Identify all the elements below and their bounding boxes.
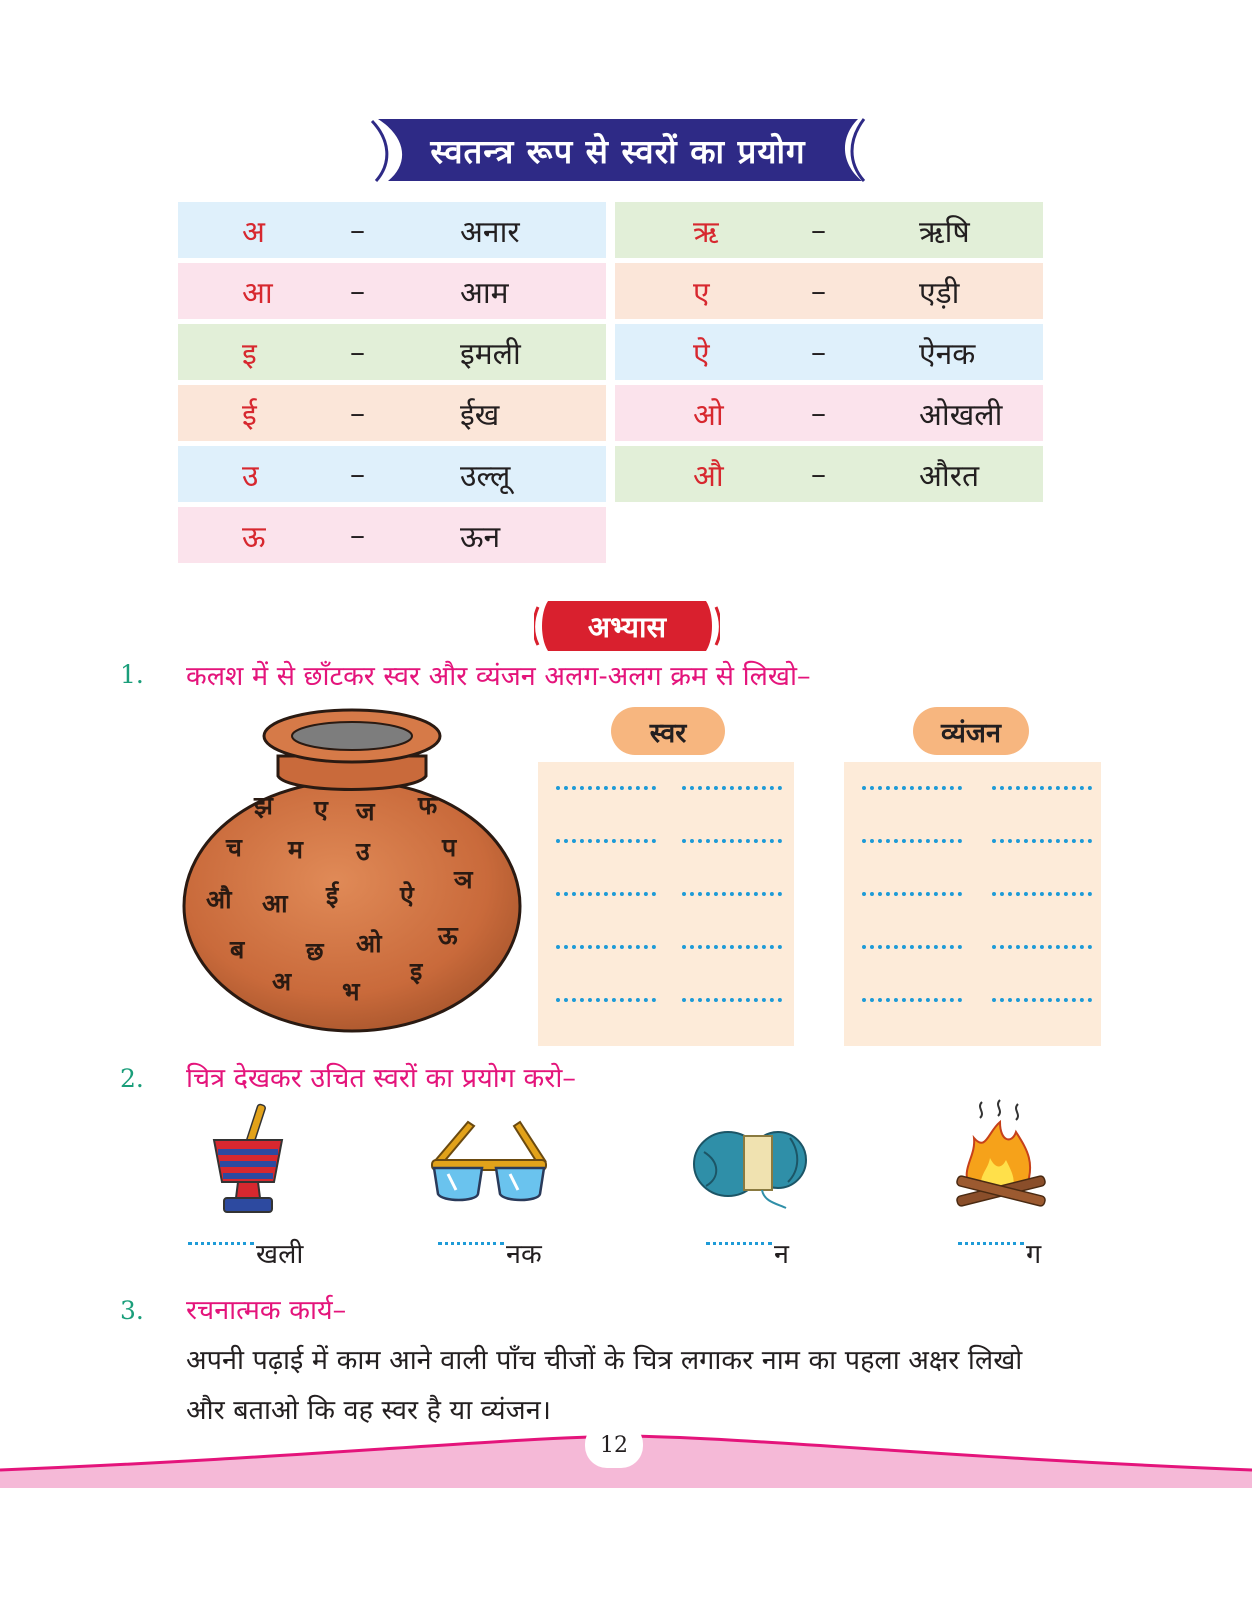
answer-blank[interactable] xyxy=(992,839,1092,843)
answer-blank[interactable] xyxy=(556,945,656,949)
vowel-word: ऋषि xyxy=(919,214,970,250)
pot-letter: म xyxy=(288,835,303,864)
pot-letter: ई xyxy=(326,881,339,910)
vowel-letter: ऋ xyxy=(693,214,719,250)
vowel-letter: ऊ xyxy=(242,519,266,555)
bonfire-icon xyxy=(946,1098,1054,1222)
answer-blank[interactable] xyxy=(556,892,656,896)
eyeglasses-icon xyxy=(428,1116,550,1206)
vowel-word: ईख xyxy=(460,397,500,433)
pot-letter: ए xyxy=(314,795,328,824)
vowel-letter: औ xyxy=(693,458,724,494)
pot-letter: उ xyxy=(356,837,370,866)
vowel-row xyxy=(178,202,606,258)
vowel-row xyxy=(178,263,606,319)
dash: – xyxy=(350,456,365,492)
pot-letter: ऐ xyxy=(400,881,414,910)
vowel-row xyxy=(615,446,1043,502)
vowel-row xyxy=(615,385,1043,441)
question-text: रचनात्मक कार्य– xyxy=(186,1295,347,1326)
page-number: 12 xyxy=(585,1422,643,1468)
answer-blank[interactable] xyxy=(992,786,1092,790)
pot-letter: ओ xyxy=(356,929,382,958)
mortar-pestle-icon xyxy=(208,1102,288,1218)
swar-answer-box[interactable] xyxy=(538,762,794,1046)
vowel-letter: अ xyxy=(242,214,265,250)
vowel-row xyxy=(615,202,1043,258)
answer-blank[interactable] xyxy=(682,786,782,790)
section-label: अभ्यास xyxy=(587,609,667,644)
dash: – xyxy=(350,517,365,553)
vowel-row xyxy=(615,324,1043,380)
question-number: 3. xyxy=(120,1296,144,1325)
dash: – xyxy=(350,395,365,431)
answer-blank[interactable] xyxy=(682,945,782,949)
answer-blank[interactable] xyxy=(682,998,782,1002)
dash: – xyxy=(811,334,826,370)
pot-letter: ब xyxy=(230,935,245,964)
page-title: स्वतन्त्र रूप से स्वरों का प्रयोग xyxy=(430,131,806,171)
pot-letter: ञ xyxy=(454,865,473,894)
vowel-row xyxy=(615,263,1043,319)
answer-blank[interactable] xyxy=(556,998,656,1002)
vowel-word: आम xyxy=(460,275,509,311)
answer-blank[interactable] xyxy=(556,839,656,843)
swar-label: स्वर xyxy=(611,707,725,755)
instruction-line: और बताओ कि वह स्वर है या व्यंजन। xyxy=(186,1395,551,1426)
yarn-ball-icon xyxy=(690,1122,812,1212)
question-text: चित्र देखकर उचित स्वरों का प्रयोग करो– xyxy=(186,1063,576,1094)
vowel-row xyxy=(178,446,606,502)
pot-letter: झ xyxy=(254,791,273,820)
dash: – xyxy=(350,212,365,248)
dash: – xyxy=(350,334,365,370)
dash: – xyxy=(350,273,365,309)
vowel-word: उल्लू xyxy=(460,458,511,494)
pot-letter: प xyxy=(442,833,457,862)
vowel-word: ऐनक xyxy=(919,336,976,372)
vowel-letter: उ xyxy=(242,458,259,494)
answer-blank[interactable] xyxy=(556,786,656,790)
vowel-word: इमली xyxy=(460,336,521,372)
instruction-line: अपनी पढ़ाई में काम आने वाली पाँच चीजों के चित्र लगाकर नाम का पहला अक्षर लिखो xyxy=(186,1345,1023,1376)
answer-blank[interactable] xyxy=(862,839,962,843)
question-number: 2. xyxy=(120,1064,144,1093)
answer-blank[interactable] xyxy=(862,945,962,949)
vowel-letter: आ xyxy=(242,275,273,311)
vowel-row xyxy=(178,324,606,380)
dash: – xyxy=(811,212,826,248)
pot-letter: औ xyxy=(206,885,232,914)
vowel-row xyxy=(178,507,606,563)
vowel-row xyxy=(178,385,606,441)
word-suffix: ग xyxy=(1026,1239,1042,1270)
vowel-word: अनार xyxy=(460,214,520,250)
answer-blank[interactable] xyxy=(992,998,1092,1002)
pot-letter: ज xyxy=(356,797,375,826)
answer-blank[interactable] xyxy=(992,945,1092,949)
dash: – xyxy=(811,395,826,431)
pot-letter: भ xyxy=(342,977,360,1006)
vowel-word: ओखली xyxy=(919,397,1003,433)
vowel-letter: ऐ xyxy=(693,336,710,372)
vowel-letter: ए xyxy=(693,275,710,311)
word-suffix: खली xyxy=(256,1239,304,1270)
dash: – xyxy=(811,456,826,492)
answer-blank[interactable] xyxy=(438,1242,504,1245)
vowel-letter: ई xyxy=(242,397,257,433)
word-suffix: नक xyxy=(506,1239,542,1270)
vowel-word: एड़ी xyxy=(919,275,960,311)
vowel-letter: ओ xyxy=(693,397,724,433)
answer-blank[interactable] xyxy=(862,998,962,1002)
answer-blank[interactable] xyxy=(682,892,782,896)
word-suffix: न xyxy=(774,1239,789,1270)
pot-letter: ऊ xyxy=(438,921,458,950)
vowel-letter: इ xyxy=(242,336,257,372)
question-text: कलश में से छाँटकर स्वर और व्यंजन अलग-अलग क्रम से लिखो– xyxy=(186,661,811,692)
answer-blank[interactable] xyxy=(862,892,962,896)
answer-blank[interactable] xyxy=(188,1242,254,1245)
answer-blank[interactable] xyxy=(992,892,1092,896)
answer-blank[interactable] xyxy=(958,1242,1024,1245)
vyanjan-answer-box[interactable] xyxy=(844,762,1101,1046)
pot-letter: अ xyxy=(272,967,292,996)
vyanjan-label: व्यंजन xyxy=(913,707,1029,755)
vowel-word: औरत xyxy=(919,458,980,494)
pot-letter: च xyxy=(226,833,242,862)
pot-letter: फ xyxy=(418,791,438,820)
pot-letter: इ xyxy=(410,957,423,986)
answer-blank[interactable] xyxy=(706,1242,772,1245)
pot-letter: छ xyxy=(306,937,324,966)
answer-blank[interactable] xyxy=(862,786,962,790)
question-number: 1. xyxy=(120,660,144,689)
pot-letter: आ xyxy=(262,889,288,918)
vowel-word: ऊन xyxy=(460,519,501,555)
answer-blank[interactable] xyxy=(682,839,782,843)
dash: – xyxy=(811,273,826,309)
